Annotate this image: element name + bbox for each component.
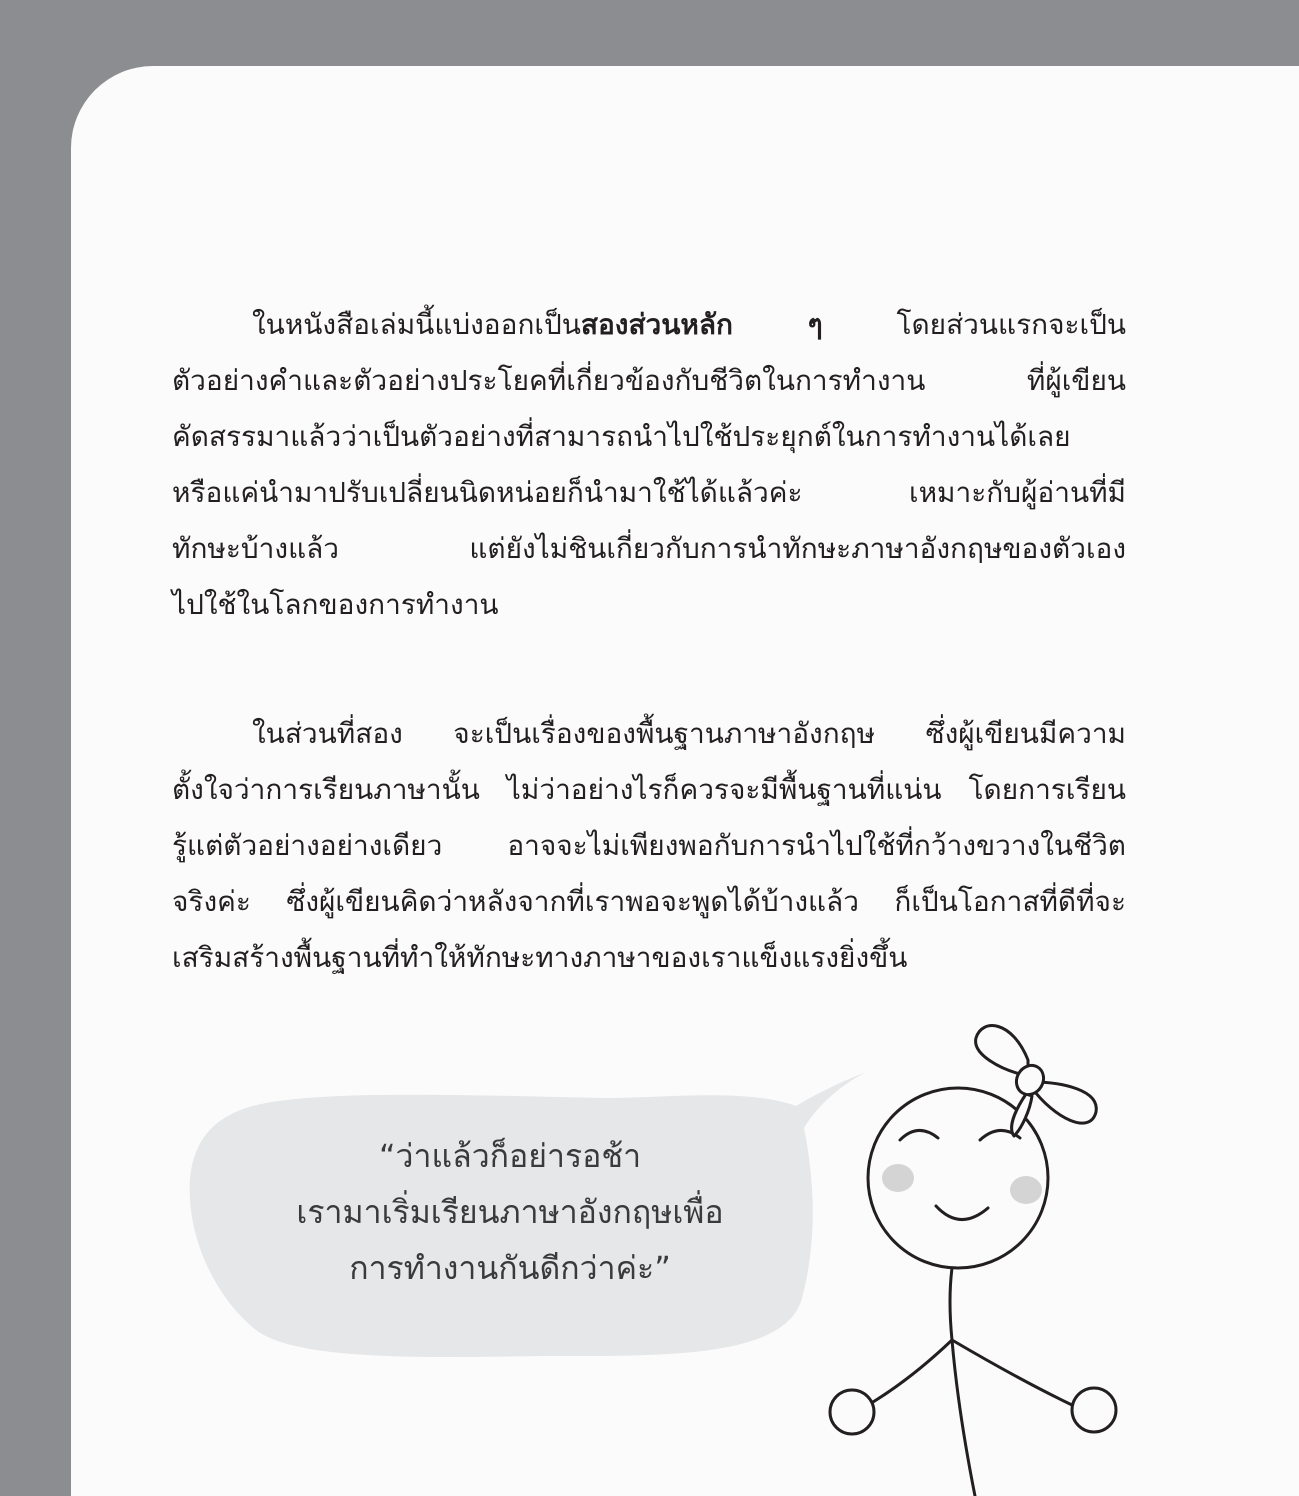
paragraph-line: รู้แต่ตัวอย่างอย่างเดียว อาจจะไม่เพียงพอกับการนำไปใช้ที่กว้างขวางในชีวิต xyxy=(172,829,1126,862)
quote-line: “ว่าแล้วก็อย่ารอช้า xyxy=(378,1137,642,1175)
paragraph-line: จริงค่ะ ซึ่งผู้เขียนคิดว่าหลังจากที่เราพอจะพูดได้บ้างแล้ว ก็เป็นโอกาสที่ดีที่จะ xyxy=(172,885,1126,918)
right-arm xyxy=(952,1340,1072,1405)
body-line xyxy=(950,1268,975,1496)
emphasis-text: สองส่วนหลัก ๆ xyxy=(580,308,823,341)
right-hand xyxy=(1072,1388,1116,1432)
paragraph-line: หรือแค่นำมาปรับเปลี่ยนนิดหน่อยก็นำมาใช้ได้แล้วค่ะ เหมาะกับผู้อ่านที่มี xyxy=(172,476,1126,509)
right-cheek xyxy=(1010,1176,1042,1204)
intro-paragraph xyxy=(172,297,1126,633)
paragraph-line: ไปใช้ในโลกของการทำงาน xyxy=(172,588,499,621)
left-hand xyxy=(830,1390,874,1434)
paragraph-line: ตัวอย่างคำและตัวอย่างประโยคที่เกี่ยวข้องกับชีวิตในการทำงาน ที่ผู้เขียน xyxy=(172,364,1126,397)
paragraph-line: ในส่วนที่สอง จะเป็นเรื่องของพื้นฐานภาษาอังกฤษ ซึ่งผู้เขียนมีความ xyxy=(252,717,1126,750)
paragraph-line xyxy=(172,297,1126,353)
text-run: ในหนังสือเล่มนี้แบ่งออกเป็น xyxy=(252,308,581,341)
paragraph-line: เสริมสร้างพื้นฐานที่ทำให้ทักษะทางภาษาของเราแข็งแรงยิ่งขึ้น xyxy=(172,941,908,974)
paragraph-line: ทักษะบ้างแล้ว แต่ยังไม่ชินเกี่ยวกับการนำทักษะภาษาอังกฤษของตัวเอง xyxy=(172,532,1126,565)
speech-bubble-text xyxy=(230,1128,790,1296)
paragraph-line: ตั้งใจว่าการเรียนภาษานั้น ไม่ว่าอย่างไรก็ควรจะมีพื้นฐานที่แน่น โดยการเรียน xyxy=(172,773,1126,806)
paragraph-line: คัดสรรมาแล้วว่าเป็นตัวอย่างที่สามารถนำไปใช้ประยุกต์ในการทำงานได้เลย xyxy=(172,420,1071,453)
second-paragraph xyxy=(172,706,1126,986)
left-arm xyxy=(868,1340,952,1405)
quote-line: การทำงานกันดีกว่าค่ะ” xyxy=(349,1249,671,1287)
text-run: โดยส่วนแรกจะเป็น xyxy=(822,308,1127,341)
left-cheek xyxy=(882,1164,914,1192)
quote-line: เรามาเริ่มเรียนภาษาอังกฤษเพื่อ xyxy=(296,1193,724,1231)
girl-character-illustration xyxy=(800,1010,1140,1496)
